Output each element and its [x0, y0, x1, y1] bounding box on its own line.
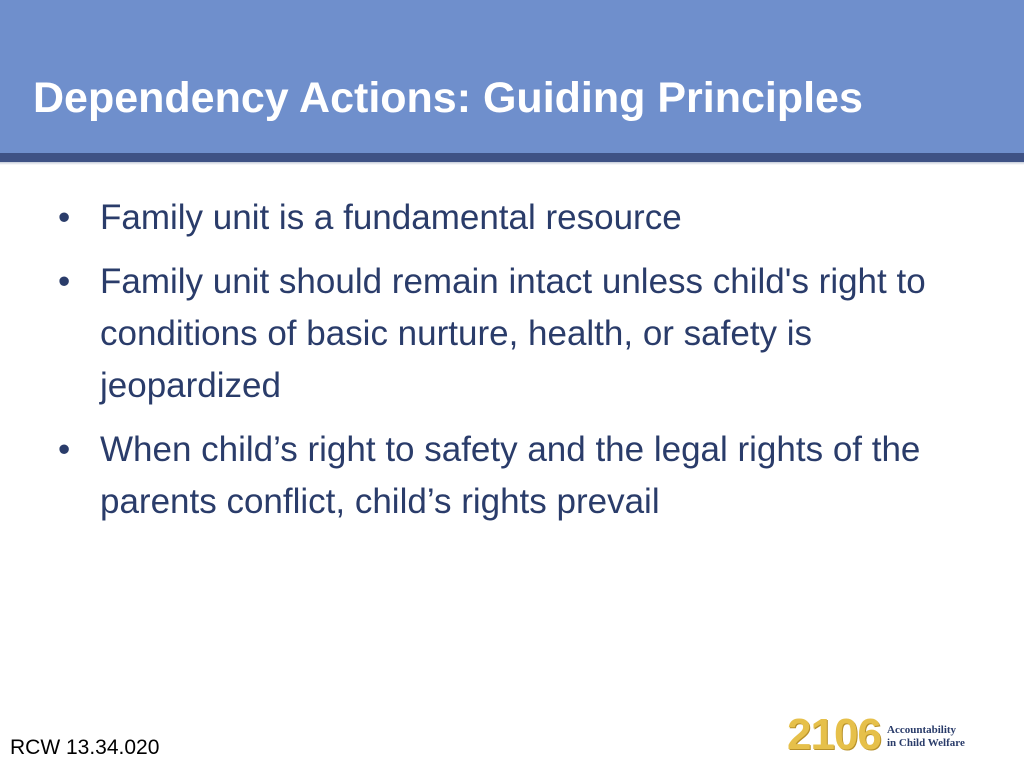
logo-tagline	[887, 724, 965, 750]
logo-tagline-line2: in Child Welfare	[887, 737, 965, 749]
bullet-icon: •	[58, 262, 71, 301]
title-divider-shadow	[0, 162, 1024, 165]
footer-citation: RCW 13.34.020	[10, 736, 160, 759]
title-divider	[0, 153, 1024, 162]
logo-number: 2106	[787, 710, 881, 759]
slide-title: Dependency Actions: Guiding Principles	[33, 74, 863, 122]
bullet-text: When child’s right to safety and the legal rights of the parents conflict, child’s rights prevail	[100, 430, 921, 521]
title-bar	[0, 0, 1024, 153]
bullet-text: Family unit is a fundamental resource	[100, 198, 682, 237]
logo	[787, 710, 997, 760]
bullet-list	[58, 192, 938, 540]
logo-tagline-line1: Accountability	[887, 724, 957, 736]
bullet-item	[58, 192, 938, 244]
bullet-icon: •	[58, 198, 71, 237]
bullet-item	[58, 424, 938, 528]
bullet-item	[58, 256, 938, 412]
bullet-icon: •	[58, 430, 71, 469]
bullet-text: Family unit should remain intact unless child's right to conditions of basic nurture, health, or safety is jeopardized	[100, 262, 926, 405]
